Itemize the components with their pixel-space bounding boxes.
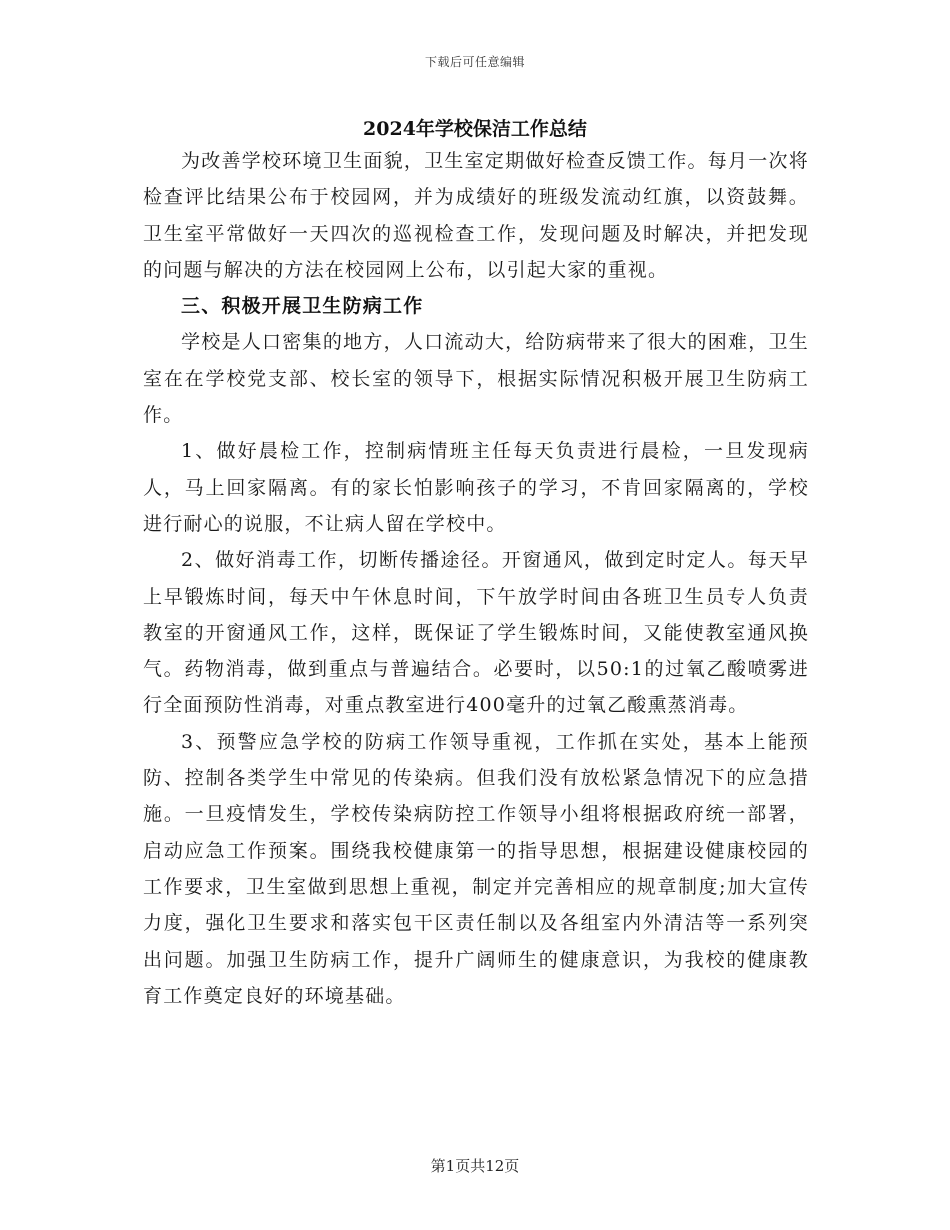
header-note: 下载后可任意编辑 [424, 55, 525, 69]
paragraph-disease-prevention-intro: 学校是人口密集的地方，人口流动大，给防病带来了很大的困难，卫生室在在学校党支部、校长室的领导下，根据实际情况积极开展卫生防病工作。 [143, 331, 809, 427]
page-number: 第1页共12页 [430, 1157, 520, 1175]
paragraph-inspection-feedback: 为改善学校环境卫生面貌，卫生室定期做好检查反馈工作。每月一次将检查评比结果公布于校园网，并为成绩好的班级发流动红旗，以资鼓舞。卫生室平常做好一天四次的巡视检查工作，发现问题及时解决，并把发现的问题与解决的方法在校园网上公布，以引起大家的重视。 [143, 150, 809, 281]
document-body [143, 143, 809, 1014]
paragraph-morning-check: 1、做好晨检工作，控制病情班主任每天负责进行晨检，一旦发现病人，马上回家隔离。有的家长怕影响孩子的学习，不肯回家隔离的，学校进行耐心的说服，不让病人留在学校中。 [143, 440, 809, 535]
paragraph-emergency-response: 3、预警应急学校的防病工作领导重视，工作抓在实处，基本上能预防、控制各类学生中常见的传染病。但我们没有放松紧急情况下的应急措施。一旦疫情发生，学校传染病防控工作领导小组将根据政府统一部署，启动应急工作预案。围绕我校健康第一的指导思想，根据建设健康校园的工作要求，卫生室做到思想上重视，制定并完善相应的规章制度;加大宣传力度，强化卫生要求和落实包干区责任制以及各组室内外清洁等一系列突出问题。加强卫生防病工作，提升广阔师生的健康意识，为我校的健康教育工作奠定良好的环境基础。 [143, 730, 809, 1007]
section-heading-disease-prevention: 三、积极开展卫生防病工作 [181, 295, 424, 318]
paragraph-disinfection: 2、做好消毒工作，切断传播途径。开窗通风，做到定时定人。每天早上早锻炼时间，每天中午休息时间，下午放学时间由各班卫生员专人负责教室的开窗通风工作，这样，既保证了学生锻炼时间，又能使教室通风换气。药物消毒，做到重点与普遍结合。必要时，以50:1的过氧乙酸喷雾进行全面预防性消毒，对重点教室进行400毫升的过氧乙酸熏蒸消毒。 [143, 549, 809, 717]
document-title: 2024年学校保洁工作总结 [363, 118, 587, 140]
